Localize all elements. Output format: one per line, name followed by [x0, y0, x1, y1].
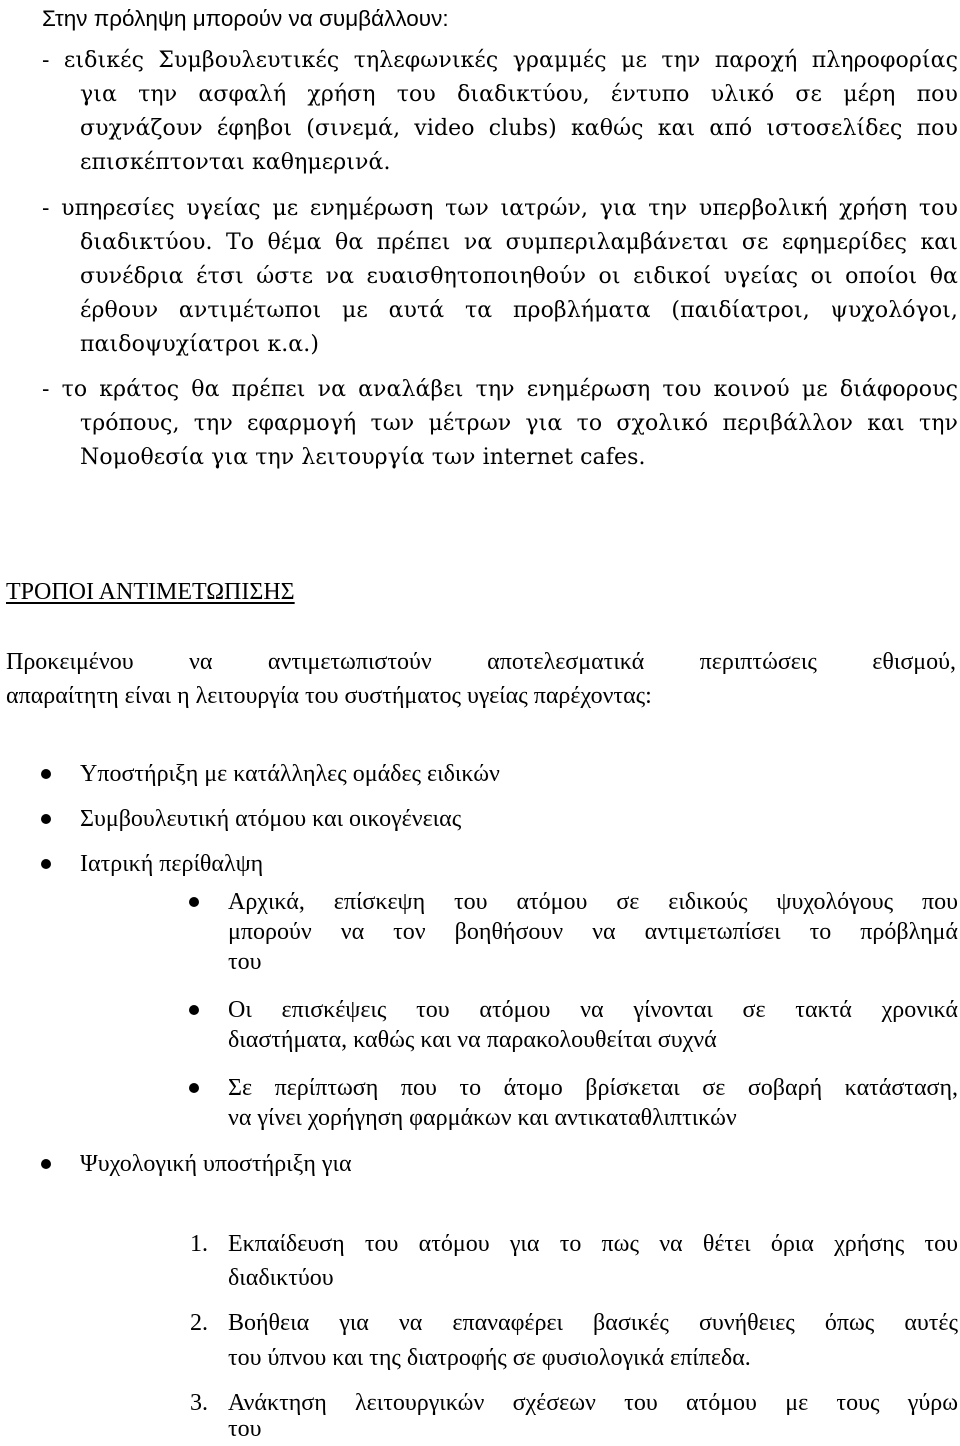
p3-line: τρόπους, την εφαρμογή των μέτρων για το σχολικό περιβάλλον και την	[80, 411, 958, 436]
numbered-line: Εκπαίδευση του ατόμου για το πως να θέτει όρια χρήσης του	[228, 1231, 958, 1257]
bullet-dot-icon	[41, 1159, 51, 1169]
p2-line: - υπηρεσίες υγείας με ενημέρωση των ιατρών, για την υπερβολική χρήση του	[42, 196, 958, 221]
numbered-line: του ύπνου και της διατροφής σε φυσιολογικά επίπεδα.	[228, 1345, 751, 1371]
p2-line: έρθουν αντιμέτωποι με αυτά τα προβλήματα (παιδίατροι, ψυχολόγοι,	[80, 298, 958, 323]
list-number: 2.	[190, 1310, 208, 1336]
sub-bullet-line: Σε περίπτωση που το άτομο βρίσκεται σε σοβαρή κατάσταση,	[228, 1075, 958, 1101]
bullet-dot-icon	[41, 859, 51, 869]
sub-bullet-dot-icon	[189, 1005, 199, 1015]
p3-line: - το κράτος θα πρέπει να αναλάβει την ενημέρωση του κοινού με διάφορους	[42, 377, 958, 402]
p1-line: επισκέπτονται καθημερινά.	[80, 150, 391, 175]
list-number: 1.	[190, 1231, 208, 1257]
bullet-item: Ψυχολογική υποστήριξη για	[80, 1151, 352, 1177]
numbered-line: Ανάκτηση λειτουργικών σχέσεων του ατόμου με τους γύρω	[228, 1390, 958, 1416]
p3-line: Νομοθεσία για την λειτουργία των internet cafes.	[80, 445, 646, 470]
section-heading: ΤΡΟΠΟΙ ΑΝΤΙΜΕΤΩΠΙΣΗΣ	[6, 579, 295, 605]
bullet-item: Συμβουλευτική ατόμου και οικογένειας	[80, 806, 462, 832]
bullet-dot-icon	[41, 769, 51, 779]
numbered-line: διαδικτύου	[228, 1265, 334, 1291]
numbered-line: Βοήθεια για να επαναφέρει βασικές συνήθειες όπως αυτές	[228, 1310, 958, 1336]
sub-bullet-line: διαστήματα, καθώς και να παρακολουθείται συχνά	[228, 1027, 717, 1053]
bullet-dot-icon	[41, 814, 51, 824]
sub-bullet-line: Οι επισκέψεις του ατόμου να γίνονται σε τακτά χρονικά	[228, 997, 958, 1023]
numbered-line: του	[228, 1416, 262, 1442]
list-number: 3.	[190, 1390, 208, 1416]
sub-bullet-dot-icon	[189, 897, 199, 907]
sub-bullet-line: του	[228, 949, 262, 975]
p2-line: διαδικτύου. Το θέμα θα πρέπει να συμπεριλαμβάνεται σε εφημερίδες και	[80, 230, 958, 255]
p1-line: - ειδικές Συμβουλευτικές τηλεφωνικές γραμμές με την παροχή πληροφορίας	[42, 48, 958, 73]
intro-line: Στην πρόληψη μπορούν να συμβάλλουν:	[42, 6, 449, 31]
p1-line: συχνάζουν έφηβοι (σινεμά, video clubs) καθώς και από ιστοσελίδες που	[80, 116, 958, 141]
sub-bullet-line: μπορούν να τον βοηθήσουν να αντιμετωπίσει το πρόβλημά	[228, 919, 958, 945]
bullet-item: Υποστήριξη με κατάλληλες ομάδες ειδικών	[80, 761, 500, 787]
sub-bullet-line: Αρχικά, επίσκεψη του ατόμου σε ειδικούς ψυχολόγους που	[228, 889, 958, 915]
sub-bullet-line: να γίνει χορήγηση φαρμάκων και αντικαταθλιπτικών	[228, 1105, 737, 1131]
bullet-item: Ιατρική περίθαλψη	[80, 851, 264, 877]
p2-line: συνέδρια έτσι ώστε να ευαισθητοποιηθούν οι ειδικοί υγείας οι οποίοι θα	[80, 264, 958, 289]
sub-bullet-dot-icon	[189, 1083, 199, 1093]
p2-line: παιδοψυχίατροι κ.α.)	[80, 332, 320, 357]
p4-line: απαραίτητη είναι η λειτουργία του συστήματος υγείας παρέχοντας:	[6, 683, 652, 709]
p1-line: για την ασφαλή χρήση του διαδικτύου, έντυπο υλικό σε μέρη που	[80, 82, 958, 107]
p4-line: Προκειμένου να αντιμετωπιστούν αποτελεσματικά περιπτώσεις εθισμού,	[6, 649, 956, 675]
